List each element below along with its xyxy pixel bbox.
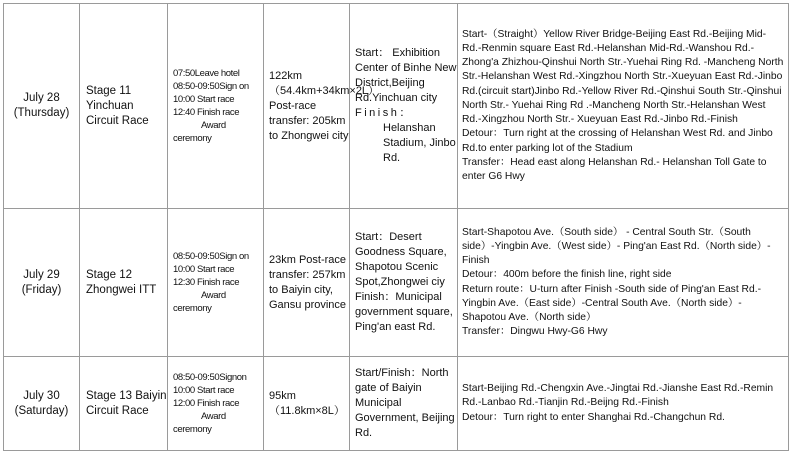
- schedule-line: 12:30 Finish race: [173, 277, 240, 288]
- schedule-line: 07:50Leave hotel: [173, 68, 240, 79]
- schedule-line: 12:00 Finish race: [173, 398, 240, 409]
- stage-cell: Stage 13 Baiyin Circuit Race: [80, 357, 168, 451]
- start-finish-cell: [350, 357, 458, 451]
- finish-location: Finish：Municipal government square, Ping'an east Rd.: [355, 291, 453, 333]
- detour-note: Detour：Turn right to enter Shanghai Rd.-Changchun Rd.: [462, 411, 725, 423]
- stage-cell: Stage 11 Yinchuan Circuit Race: [80, 4, 168, 209]
- date-cell: July 28 (Thursday): [4, 4, 80, 209]
- distance-cell: 95km （11.8km×8L）: [264, 357, 350, 451]
- route-cell: [458, 4, 789, 209]
- schedule-cell: [168, 357, 264, 451]
- schedule-line: ceremony: [173, 303, 212, 314]
- start-finish-location: Start/Finish：North gate of Baiyin Municipal Government, Beijing Rd.: [355, 367, 455, 439]
- finish-location: Helanshan Stadium, Jinbo Rd.: [383, 122, 456, 164]
- schedule-line: 10:00 Start race: [173, 264, 235, 275]
- return-route-note: Return route：U-turn after Finish -South side of Ping'an East Rd.-Yingbin Ave.（East side）-Central South Ave.（North side）-Shapotou Ave.（North side）: [462, 283, 761, 323]
- schedule-cell: [168, 209, 264, 357]
- schedule-cell: [168, 4, 264, 209]
- route-description: Start-Beijing Rd.-Chengxin Ave.-Jingtai Rd.-Jianshe East Rd.-Remin Rd.-Lanbao Rd.-Tianjin Rd.-Beijng Rd.-Finish: [462, 383, 774, 409]
- schedule-line: Award: [201, 120, 226, 131]
- route-cell: [458, 209, 789, 357]
- stage-schedule-table: [3, 3, 789, 451]
- route-cell: [458, 357, 789, 451]
- detour-note: Detour：Turn right at the crossing of Helanshan West Rd. and Jinbo Rd.to enter parking lot of the Stadium: [462, 128, 773, 154]
- schedule-line: 10:00 Start race: [173, 94, 235, 105]
- schedule-line: 08:50-09:50Signon: [173, 372, 247, 383]
- start-location: Start： Exhibition Center of Binhe New District,Beijing Rd.Yinchuan city: [355, 47, 457, 104]
- table-row: [4, 357, 789, 451]
- schedule-line: 10:00 Start race: [173, 385, 235, 396]
- distance-cell: 122km（54.4km+34km×2L） Post-race transfer: 205km to Zhongwei city: [264, 4, 350, 209]
- table-row: [4, 209, 789, 357]
- start-finish-cell: [350, 209, 458, 357]
- start-finish-cell: [350, 4, 458, 209]
- start-location: Start：Desert Goodness Square, Shapotou Scenic Spot,Zhongwei ciy: [355, 231, 447, 288]
- schedule-line: 12:40 Finish race: [173, 107, 240, 118]
- date-cell: July 30 (Saturday): [4, 357, 80, 451]
- finish-label: Finish：: [355, 107, 413, 119]
- schedule-line: ceremony: [173, 424, 212, 435]
- stage-cell: Stage 12 Zhongwei ITT: [80, 209, 168, 357]
- transfer-note: Transfer：Dingwu Hwy-G6 Hwy: [462, 326, 608, 338]
- schedule-line: ceremony: [173, 133, 212, 144]
- detour-note: Detour：400m before the finish line, right side: [462, 269, 672, 281]
- route-description: Start-Shapotou Ave.（South side） - Central South Str.（South side）-Yingbin Ave.（West side）- Ping'an East Rd.（North side）-Finish: [462, 226, 771, 267]
- schedule-document: [3, 3, 789, 451]
- transfer-note: Transfer：Head east along Helanshan Rd.- Helanshan Toll Gate to enter G6 Hwy: [462, 156, 767, 182]
- distance-cell: 23km Post-race transfer: 257km to Baiyin city, Gansu province: [264, 209, 350, 357]
- date-cell: July 29 (Friday): [4, 209, 80, 357]
- schedule-line: 08:50-09:50Sign on: [173, 251, 249, 262]
- schedule-line: 08:50-09:50Sign on: [173, 81, 249, 92]
- route-description: Start-（Straight）Yellow River Bridge-Beijing East Rd.-Beijing Mid-Rd.-Renmin square East Rd.-Helanshan Mid-Rd.-Wanshou Rd.-Zhong'a Zhizhou-Qinshui North Str.-Yuehai Ring Rd. -Mancheng North Str.-Helanshan West Rd.-Xingzhou North Str.-Xueyuan East Rd.-Jinbo Rd.(circuit start)Jinbo Rd.-Yellow River Rd.-Qinshui South Str.-Qinshui North Str.- Yuehai Ring Rd .-Mancheng North Str.-Helanshan West Rd.-Xingzhou North Str.- Xueyuan East Rd.-Jinbo Rd.-Finish: [462, 28, 784, 126]
- schedule-line: Award: [201, 411, 226, 422]
- table-row: [4, 4, 789, 209]
- schedule-line: Award: [201, 290, 226, 301]
